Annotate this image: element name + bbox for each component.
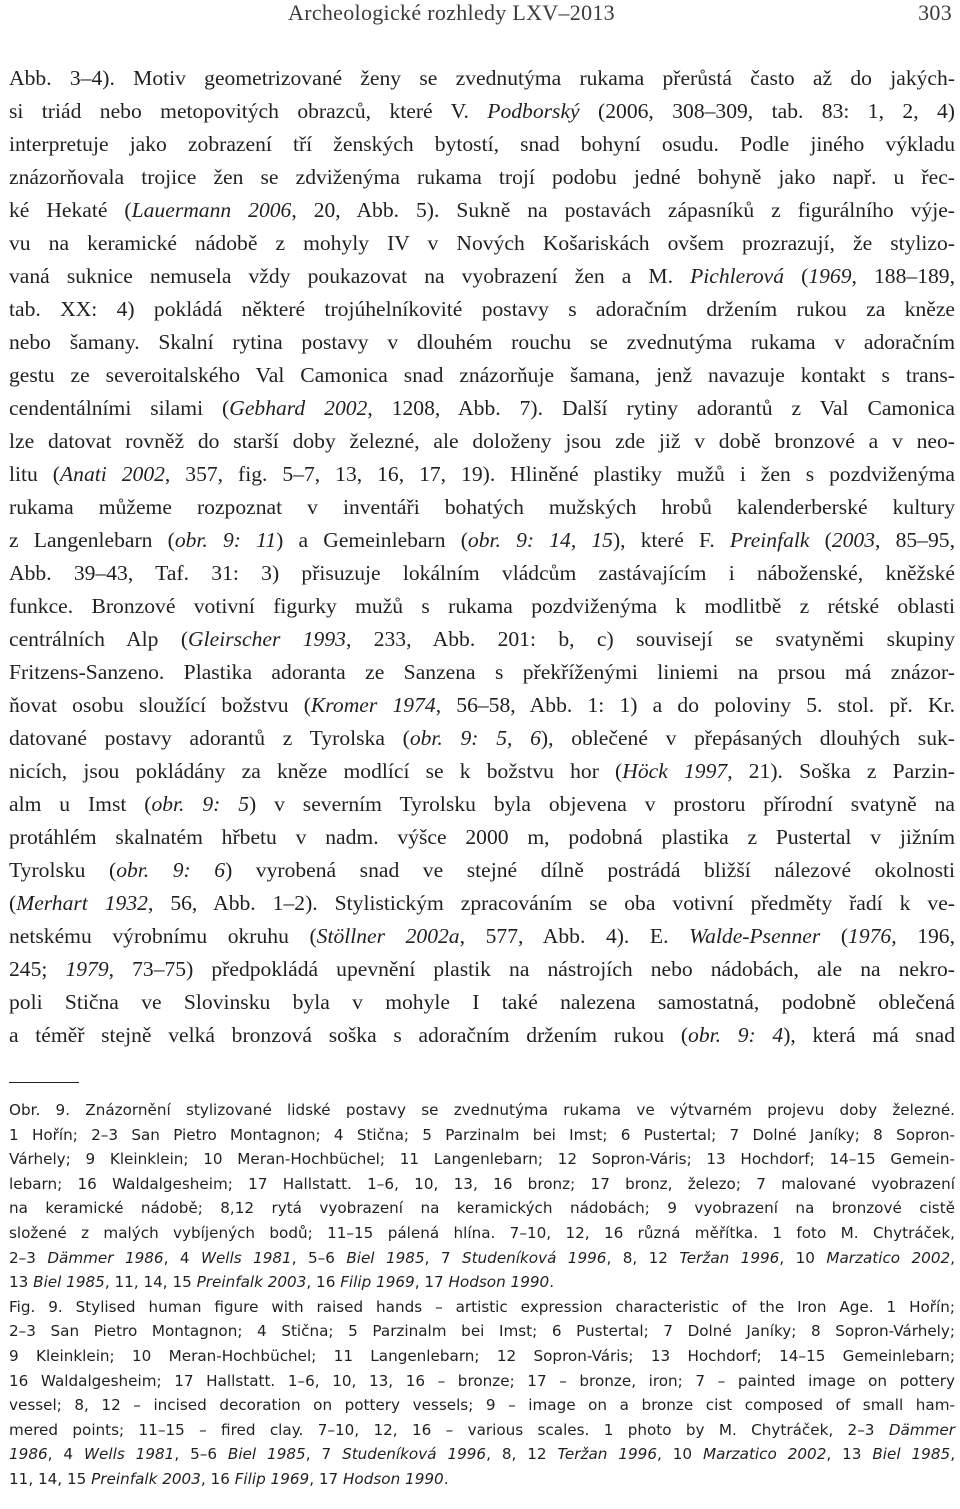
text-run: a téměř stejně velká bronzová soška s adoračním držením rukou ( bbox=[9, 1023, 689, 1047]
text-run: . bbox=[443, 1469, 449, 1488]
text-run: ké Hekaté ( bbox=[9, 198, 132, 222]
text-run: Teržan 1996 bbox=[679, 1248, 780, 1267]
text-run: ( bbox=[784, 264, 809, 288]
text-run: netskému výrobnímu okruhu ( bbox=[9, 924, 317, 948]
body-line bbox=[9, 392, 955, 425]
journal-title: Archeologické rozhledy LXV–2013 bbox=[288, 0, 615, 25]
text-run: Biel 1985 bbox=[33, 1273, 105, 1292]
caption-line bbox=[9, 1123, 955, 1148]
text-run: , 7 bbox=[424, 1248, 462, 1267]
text-run: Abb. 3–4). Motiv geometrizované ženy se zvednutýma rukama přerůstá často až do jakých- bbox=[9, 66, 955, 90]
text-run: alm u Imst ( bbox=[9, 792, 152, 816]
text-run: Gleirscher 1993 bbox=[188, 627, 346, 651]
body-line bbox=[9, 95, 955, 128]
text-run: Biel 1985 bbox=[346, 1248, 425, 1267]
text-run: , 85–95, bbox=[875, 528, 955, 552]
text-run: , 73–75) předpokládá upevnění plastik na nástrojích nebo nádobách, ale na nekro- bbox=[108, 957, 955, 981]
text-run: Höck 1997 bbox=[622, 759, 728, 783]
text-run: nebo šamany. Skalní rytina postavy v dlouhém rouchu se zvednutýma rukama v adoračním bbox=[9, 330, 955, 354]
body-line bbox=[9, 821, 955, 854]
text-run: , 5–6 bbox=[291, 1248, 347, 1267]
body-line bbox=[9, 986, 955, 1019]
caption-line bbox=[9, 1221, 955, 1246]
body-line bbox=[9, 788, 955, 821]
text-run: , 8, 12 bbox=[606, 1248, 680, 1267]
caption-line bbox=[9, 1467, 955, 1492]
text-run: 1976 bbox=[848, 924, 892, 948]
text-run: Preinfalk 2003 bbox=[91, 1469, 201, 1488]
text-run: Hodson 1990 bbox=[448, 1273, 550, 1292]
text-run: Podborský bbox=[487, 99, 580, 123]
text-run: , 16 bbox=[306, 1273, 341, 1292]
text-run: Abb. 39–43, Taf. 31: 3) přisuzuje lokálním vládcům zastávajícím i náboženské, kněžské bbox=[9, 561, 955, 585]
text-run: ( bbox=[809, 528, 832, 552]
text-run: Dämmer 1986 bbox=[47, 1248, 164, 1267]
text-run: Merhart 1932 bbox=[16, 891, 148, 915]
text-run: 11, 14, 15 bbox=[9, 1469, 92, 1488]
text-run: 2–3 San Pietro Montagnon; 4 Stična; 5 Parzinalm bei Imst; 6 Pustertal; 7 Dolné Janíky; 8 Sopron-Várhely; bbox=[9, 1322, 955, 1341]
text-run: Fig. 9. Stylised human figure with raised hands – artistic expression characteristic of the Iron Age. 1 Hořín; bbox=[9, 1297, 955, 1316]
text-run: vu na keramické nádobě z mohyly IV v Nových Košariskách ovšem prozrazují, že stylizo- bbox=[9, 231, 955, 255]
text-run: si triád nebo metopovitých obrazců, které V. bbox=[9, 99, 488, 123]
body-line bbox=[9, 623, 955, 656]
body-line bbox=[9, 656, 955, 689]
text-run: obr. 9: 11 bbox=[174, 528, 277, 552]
text-run: Biel 1985 bbox=[872, 1445, 951, 1464]
text-run: obr. 9: 14, 15 bbox=[467, 528, 613, 552]
text-run: Filip 1969 bbox=[340, 1273, 415, 1292]
text-run: na keramické nádobě; 8,12 rytá vyobrazení na keramických nádobách; 9 vyobrazení na bronzové cistě bbox=[9, 1199, 955, 1218]
body-line bbox=[9, 359, 955, 392]
body-line bbox=[9, 227, 955, 260]
caption-line bbox=[9, 1172, 955, 1197]
text-run: Wells 1981 bbox=[200, 1248, 292, 1267]
text-run: obr. 9: 5 bbox=[151, 792, 250, 816]
text-run: ňovat osobu sloužící božstvu ( bbox=[9, 693, 311, 717]
text-run: , bbox=[950, 1445, 956, 1464]
text-run: ), které F. bbox=[612, 528, 730, 552]
body-line bbox=[9, 458, 955, 491]
text-run: (2006, 308–309, tab. 83: 1, 2, 4) bbox=[579, 99, 955, 123]
text-run: Dämmer bbox=[888, 1420, 955, 1439]
text-run: 1 Hořín; 2–3 San Pietro Montagnon; 4 Stična; 5 Parzinalm bei Imst; 6 Pustertal; 7 Dolné Janíky; 8 Sopron- bbox=[9, 1125, 955, 1144]
text-run: Teržan 1996 bbox=[557, 1445, 658, 1464]
text-run: znázorňovala trojice žen se zdviženýma rukama trojí podobu jedné bohyně jako např. u řec- bbox=[9, 165, 955, 189]
text-run: 1986 bbox=[9, 1445, 48, 1464]
footnote-rule bbox=[9, 1082, 79, 1083]
text-run: obr. 9: 6 bbox=[116, 858, 226, 882]
caption-line bbox=[9, 1295, 955, 1320]
caption-line bbox=[9, 1393, 955, 1418]
text-run: Walde-Psenner bbox=[689, 924, 821, 948]
text-run: , bbox=[950, 1248, 955, 1267]
text-run: Marzatico 2002 bbox=[826, 1248, 951, 1267]
text-run: lze datovat rovněž do starší doby železné, ale doloženy jsou zde již v době bronzové a v neo- bbox=[9, 429, 955, 453]
text-run: , 56–58, Abb. 1: 1) a do poloviny 5. stol. př. Kr. bbox=[435, 693, 955, 717]
caption-line bbox=[9, 1319, 955, 1344]
text-run: Fritzens-Sanzeno. Plastika adoranta ze Sanzena s překříženými liniemi na prsou má znázor- bbox=[9, 660, 955, 684]
text-run: ( bbox=[9, 891, 17, 915]
text-run: , 16 bbox=[200, 1469, 235, 1488]
body-line bbox=[9, 755, 955, 788]
body-line bbox=[9, 590, 955, 623]
text-run: 16 Waldalgesheim; 17 Hallstatt. 1–6, 10, 13, 16 – bronze; 17 – bronze, iron; 7 – painted image on pottery bbox=[9, 1371, 955, 1390]
text-run: 245; bbox=[9, 957, 66, 981]
text-run: funkce. Bronzové votivní figurky mužů s rukama pozdviženýma k modlitbě z rétské oblasti bbox=[9, 594, 955, 618]
text-run: ), oblečené v přepásaných dlouhých suk- bbox=[540, 726, 955, 750]
text-run: 1969 bbox=[808, 264, 852, 288]
text-run: z Langenlebarn ( bbox=[9, 528, 175, 552]
caption-line bbox=[9, 1344, 955, 1369]
text-run: ) v severním Tyrolsku byla objevena v prostoru přírodní svatyně na bbox=[249, 792, 955, 816]
text-run: Kromer 1974 bbox=[310, 693, 436, 717]
text-run: ( bbox=[820, 924, 849, 948]
text-run: , 233, Abb. 201: b, c) souvisejí se svatyněmi skupiny bbox=[345, 627, 955, 651]
text-run: , 357, fig. 5–7, 13, 16, 17, 19). Hliněné plastiky mužů i žen s pozdviženýma bbox=[164, 462, 956, 486]
text-run: gestu ze severoitalského Val Camonica snad znázorňuje šamana, jenž navazuje kontakt s trans- bbox=[9, 363, 955, 387]
text-run: , 17 bbox=[414, 1273, 449, 1292]
text-run: složené z malých vybíjených bodů; 11–15 pálená hlína. 7–10, 12, 16 různá měřítka. 1 foto M. Chytráček, bbox=[9, 1223, 955, 1242]
body-line bbox=[9, 722, 955, 755]
text-run: , 17 bbox=[309, 1469, 344, 1488]
text-run: , 4 bbox=[47, 1445, 85, 1464]
body-line bbox=[9, 194, 955, 227]
text-run: Filip 1969 bbox=[234, 1469, 310, 1488]
text-run: lebarn; 16 Waldalgesheim; 17 Hallstatt. 1–6, 10, 13, 16 bronz; 17 bronz, železo; 7 malované vyobrazení bbox=[9, 1174, 955, 1193]
text-run: Lauermann 2006 bbox=[131, 198, 292, 222]
caption-line bbox=[9, 1418, 955, 1443]
text-run: rukama můžeme rozpoznat v inventáři bohatých mužských hrobů kalenderberské kultury bbox=[9, 495, 955, 519]
text-run: Preinfalk 2003 bbox=[196, 1273, 307, 1292]
text-run: Pichlerová bbox=[690, 264, 785, 288]
text-run: vessel; 8, 12 – incised decoration on pottery vessels; 9 – image on a bronze cist composed of small ham- bbox=[9, 1396, 955, 1415]
text-run: Hodson 1990 bbox=[343, 1469, 444, 1488]
text-run: Marzatico 2002 bbox=[703, 1445, 827, 1464]
text-run: 2003 bbox=[831, 528, 876, 552]
text-run: , 1208, Abb. 7). Další rytiny adorantů z Val Camonica bbox=[367, 396, 955, 420]
text-run: datované postavy adorantů z Tyrolska ( bbox=[9, 726, 410, 750]
text-run: , 21). Soška z Parzin- bbox=[727, 759, 955, 783]
text-run: litu ( bbox=[9, 462, 60, 486]
text-run: ) a Gemeinlebarn ( bbox=[276, 528, 468, 552]
text-run: Várhely; 9 Kleinklein; 10 Meran-Hochbüchel; 11 Langenlebarn; 12 Sopron-Váris; 13 Hochdorf; 14–15 Gemein- bbox=[9, 1150, 955, 1169]
text-run: Studeníková 1996 bbox=[461, 1248, 607, 1267]
text-run: , 196, bbox=[891, 924, 955, 948]
text-run: , 5–6 bbox=[174, 1445, 228, 1464]
text-run: 1979 bbox=[65, 957, 109, 981]
text-run: Stöllner 2002a bbox=[316, 924, 460, 948]
body-line bbox=[9, 887, 955, 920]
caption-line bbox=[9, 1147, 955, 1172]
page-number: 303 bbox=[918, 0, 952, 25]
text-run: 2–3 bbox=[9, 1248, 48, 1267]
text-run: cendentálními silami ( bbox=[9, 396, 230, 420]
text-run: ), která má snad bbox=[783, 1023, 955, 1047]
text-run: , 188–189, bbox=[851, 264, 955, 288]
body-line bbox=[9, 425, 955, 458]
text-run: . bbox=[549, 1273, 555, 1292]
text-run: interpretuje jako zobrazení tří ženských bytostí, snad bohyní osudu. Podle jiného výkladu bbox=[9, 132, 955, 156]
body-line bbox=[9, 557, 955, 590]
text-run: , 577, Abb. 4). E. bbox=[459, 924, 690, 948]
text-run: , 7 bbox=[305, 1445, 343, 1464]
caption-line bbox=[9, 1270, 955, 1295]
body-line bbox=[9, 161, 955, 194]
caption-line bbox=[9, 1196, 955, 1221]
body-text bbox=[9, 62, 955, 1052]
text-run: Preinfalk bbox=[729, 528, 810, 552]
caption-line bbox=[9, 1098, 955, 1123]
body-line bbox=[9, 293, 955, 326]
text-run: Gebhard 2002 bbox=[229, 396, 368, 420]
body-line bbox=[9, 689, 955, 722]
body-line bbox=[9, 1019, 955, 1052]
running-head bbox=[288, 0, 956, 30]
text-run: obr. 9: 4 bbox=[688, 1023, 784, 1047]
body-line bbox=[9, 62, 955, 95]
text-run: , 10 bbox=[657, 1445, 704, 1464]
text-run: Tyrolsku ( bbox=[9, 858, 117, 882]
text-run: centrálních Alp ( bbox=[9, 627, 189, 651]
text-run: 13 bbox=[9, 1273, 34, 1292]
caption-line bbox=[9, 1442, 955, 1467]
text-run: , 20, Abb. 5). Sukně na postavách zápasníků z figurálního výje- bbox=[291, 198, 955, 222]
figure-caption bbox=[9, 1098, 955, 1492]
text-run: obr. 9: 5, 6 bbox=[409, 726, 541, 750]
body-line bbox=[9, 524, 955, 557]
text-run: mered points; 11–15 – fired clay. 7–10, 12, 16 – various scales. 1 photo by M. Chytráček, 2–3 bbox=[9, 1420, 889, 1439]
caption-line bbox=[9, 1369, 955, 1394]
text-run: , 8, 12 bbox=[486, 1445, 558, 1464]
caption-line bbox=[9, 1246, 955, 1271]
body-line bbox=[9, 260, 955, 293]
body-line bbox=[9, 854, 955, 887]
text-run: Biel 1985 bbox=[227, 1445, 306, 1464]
text-run: , 11, 14, 15 bbox=[104, 1273, 197, 1292]
body-line bbox=[9, 491, 955, 524]
body-line bbox=[9, 920, 955, 953]
text-run: Obr. 9. Znázornění stylizované lidské postavy se zvednutýma rukama ve výtvarném projevu doby železné. bbox=[9, 1101, 955, 1119]
text-run: , 13 bbox=[826, 1445, 873, 1464]
body-line bbox=[9, 326, 955, 359]
text-run: Wells 1981 bbox=[84, 1445, 175, 1464]
text-run: protáhlém skalnatém hřbetu v nadm. výšce 2000 m, podobná plastika z Pustertal v jižním bbox=[9, 825, 955, 849]
text-run: , 4 bbox=[163, 1248, 201, 1267]
text-run: , 10 bbox=[779, 1248, 827, 1267]
text-run: 9 Kleinklein; 10 Meran-Hochbüchel; 11 Langenlebarn; 12 Sopron-Váris; 13 Hochdorf; 14–15 Gemeinlebarn; bbox=[9, 1346, 955, 1365]
text-run: vaná suknice nemusela vždy poukazovat na vyobrazení žen a M. bbox=[9, 264, 691, 288]
text-run: tab. XX: 4) pokládá některé trojúhelníkovité postavy s adoračním držením rukou za kněze bbox=[9, 297, 955, 321]
body-line bbox=[9, 128, 955, 161]
text-run: Anati 2002 bbox=[59, 462, 165, 486]
text-run: poli Stična ve Slovinsku byla v mohyle I také nalezena samostatná, podobně oblečená bbox=[9, 990, 955, 1014]
text-run: nicích, jsou pokládány za kněze modlící se k božstvu hor ( bbox=[9, 759, 623, 783]
body-line bbox=[9, 953, 955, 986]
text-run: Studeníková 1996 bbox=[342, 1445, 487, 1464]
text-run: ) vyrobená snad ve stejné dílně postrádá bližší nálezové okolnosti bbox=[225, 858, 955, 882]
text-run: , 56, Abb. 1–2). Stylistickým zpracováním se oba votivní předměty řadí k ve- bbox=[147, 891, 955, 915]
